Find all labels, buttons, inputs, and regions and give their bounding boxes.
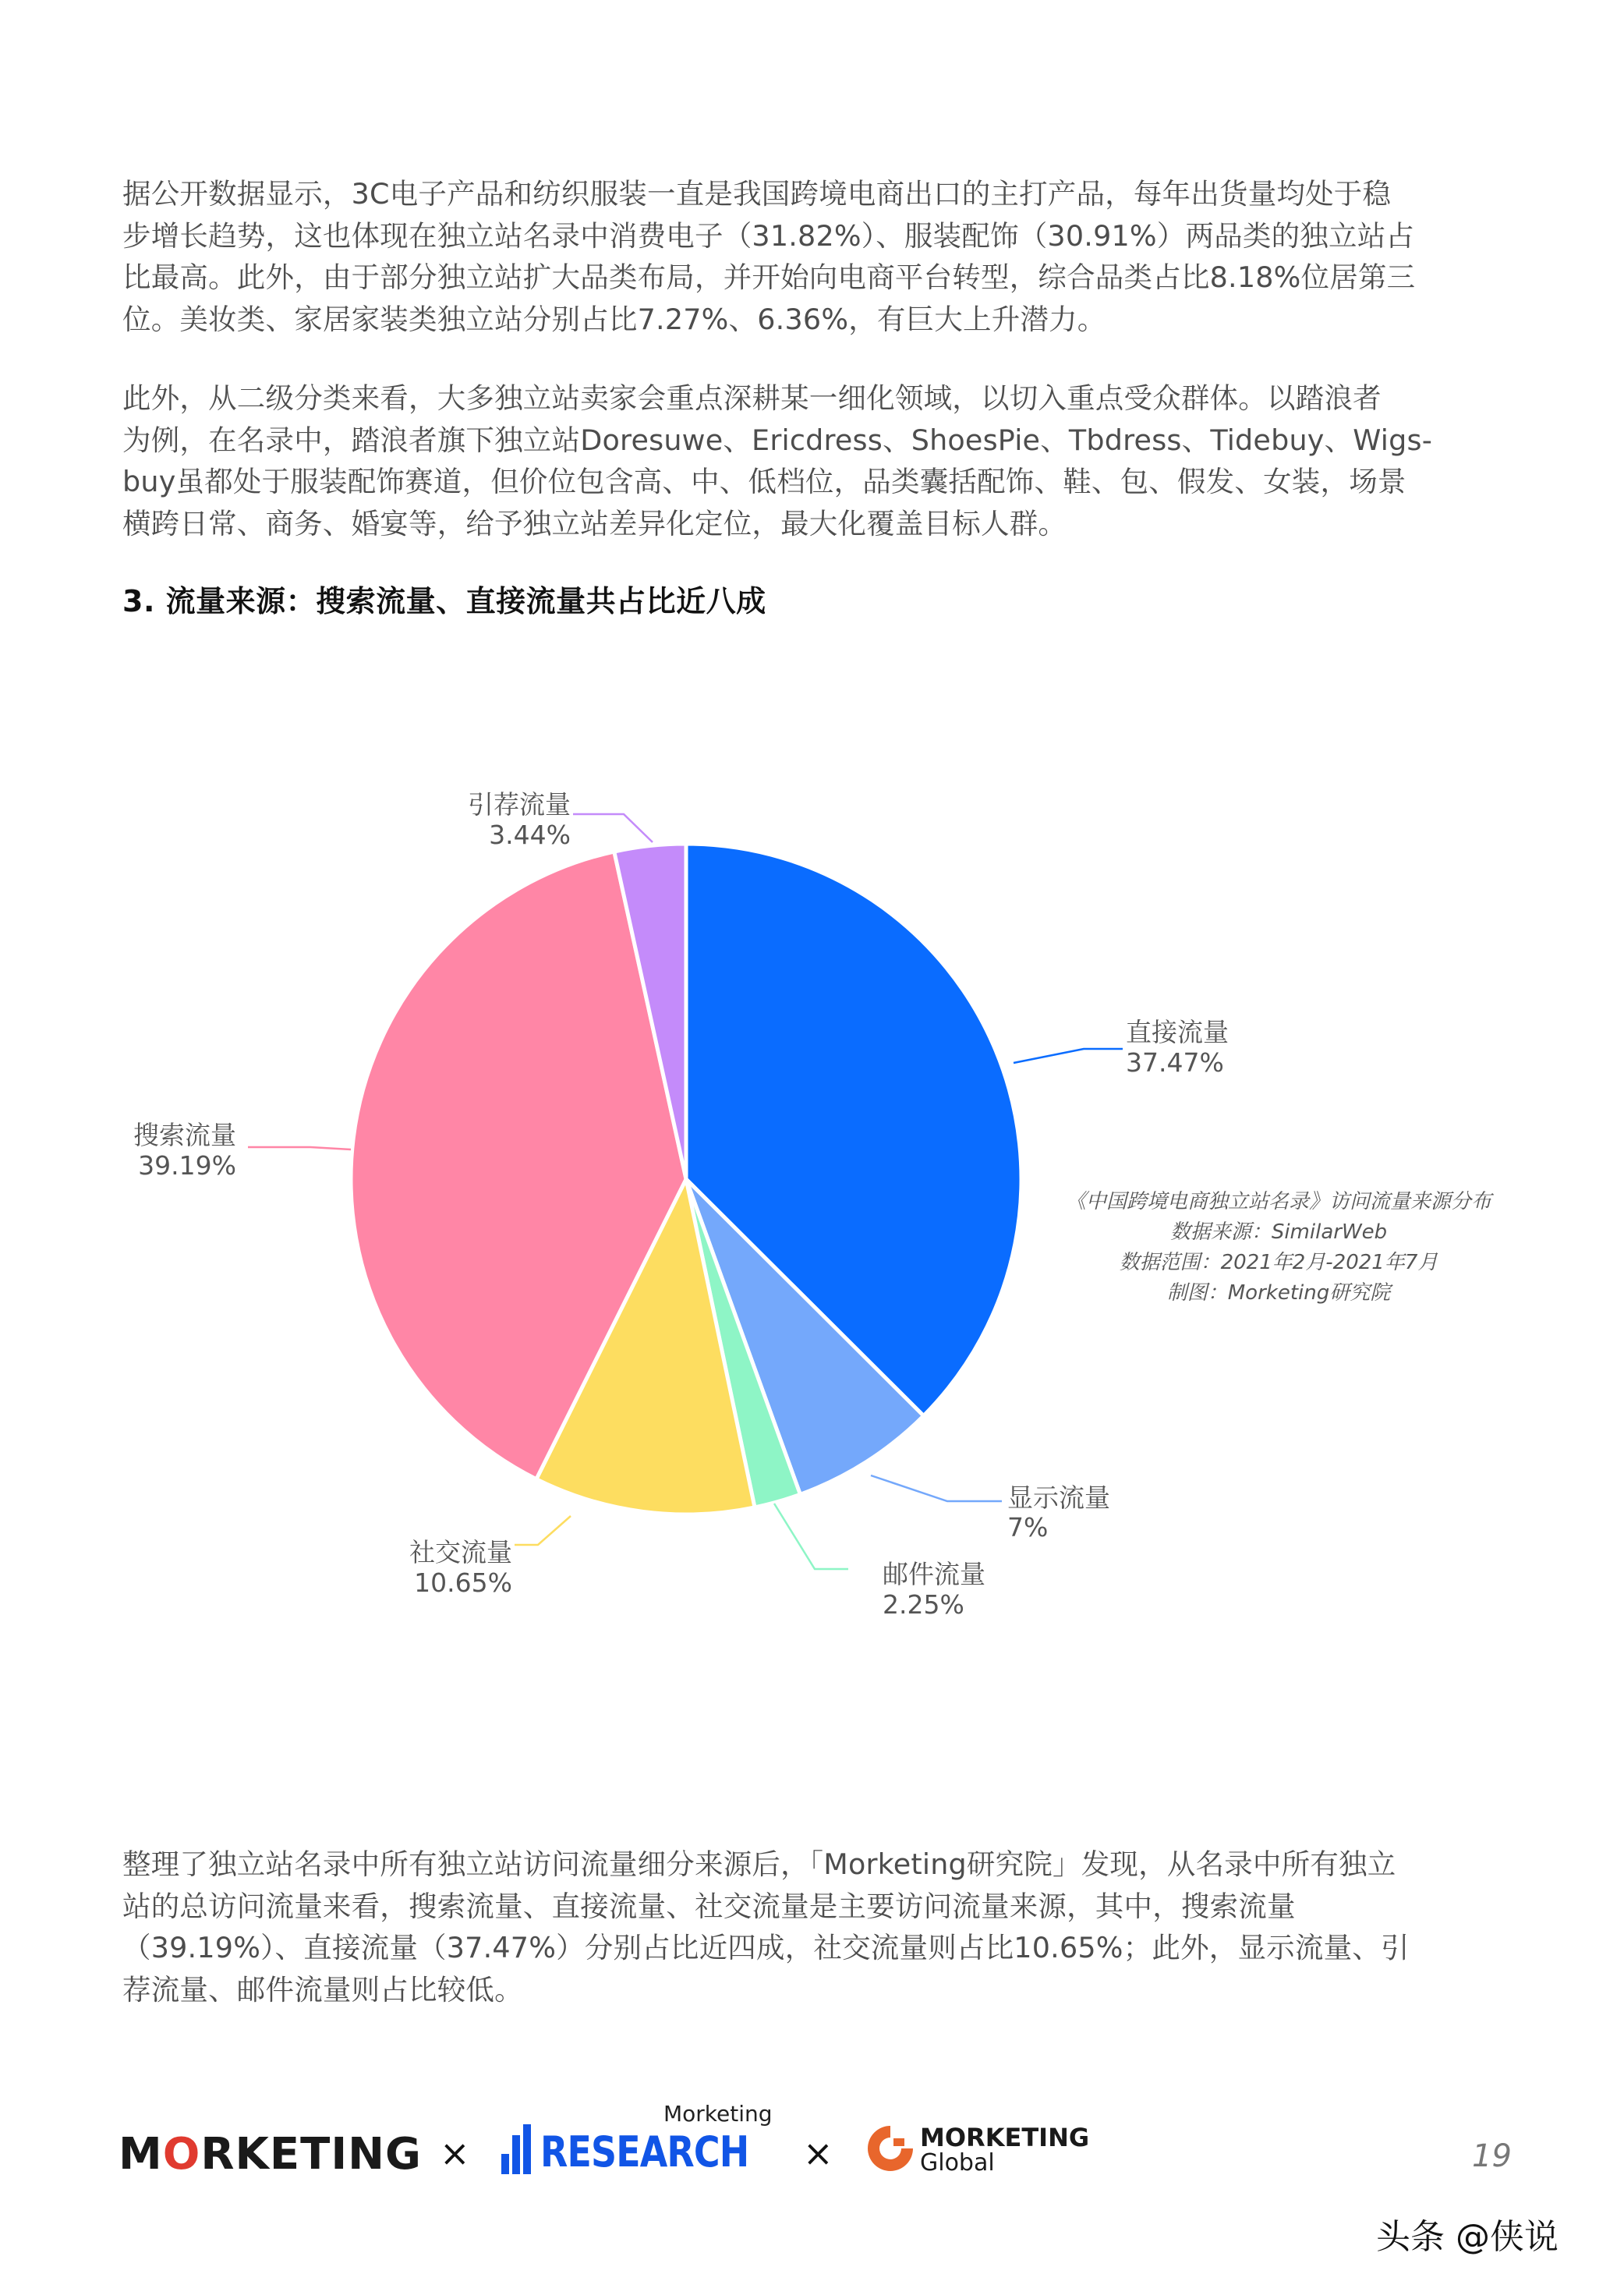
paragraph-line: 为例，在名录中，踏浪者旗下独立站Doresuwe、Ericdress、ShoesPie、Tbdress、Tidebuy、Wigs- [122,423,1433,457]
label-social-name: 社交流量 [409,1537,512,1567]
paragraph-line: 步增长趋势，这也体现在独立站名录中消费电子（31.82%）、服装配饰（30.91%）两品类的独立站占 [122,218,1415,253]
label-display-value: 7% [1007,1512,1049,1543]
label-email-value: 2.25% [883,1589,964,1620]
page-number: 19 [1472,2138,1512,2174]
paragraph-line: 位。美妆类、家居家装类独立站分别占比7.27%、6.36%，有巨大上升潜力。 [122,302,1106,336]
global-logo-icon [865,2121,915,2176]
label-direct-name: 直接流量 [1126,1017,1229,1047]
chart-title: 《中国跨境电商独立站名录》访问流量来源分布 [1065,1190,1491,1213]
label-referral-value: 3.44% [489,820,571,850]
section-heading: 3. 流量来源：搜索流量、直接流量共占比近八成 [122,584,766,618]
leader-line-display [871,1475,1002,1501]
chart-source-note [1045,1187,1513,1309]
leader-line-search [248,1147,351,1149]
label-search-name: 搜索流量 [133,1120,236,1150]
paragraph-line: 站的总访问流量来看，搜索流量、直接流量、社交流量是主要访问流量来源，其中，搜索流量 [122,1889,1296,1923]
label-social-value: 10.65% [414,1567,512,1598]
footer-logos [117,2101,1598,2199]
times-separator: × [803,2132,833,2174]
leader-line-email [774,1504,848,1569]
findings-paragraph [122,1844,1526,2010]
chart-data-source: 数据来源：SimilarWeb [1169,1220,1388,1244]
paragraph-line: 据公开数据显示，3C电子产品和纺织服装一直是我国跨境电商出口的主打产品，每年出货量均处于稳 [122,177,1392,211]
morketing-logo: MORKETING [119,2129,422,2180]
pie-slices [351,844,1021,1514]
chart-author: 制图：Morketing研究院 [1166,1281,1391,1305]
label-direct-value: 37.47% [1126,1047,1224,1078]
chart-data-range: 数据范围：2021年2月-2021年7月 [1119,1251,1438,1274]
paragraph-line: 比最高。此外，由于部分独立站扩大品类布局，并开始向电商平台转型，综合品类占比8.18%位居第三 [122,260,1416,294]
label-email-name: 邮件流量 [883,1559,985,1589]
paragraph-line: 此外，从二级分类来看，大多独立站卖家会重点深耕某一细化领域，以切入重点受众群体。以踏浪者 [122,381,1382,415]
leader-line-direct [1014,1049,1123,1063]
label-search-value: 39.19% [138,1150,236,1181]
paragraph-line: 横跨日常、商务、婚宴等，给予独立站差异化定位，最大化覆盖目标人群。 [122,506,1067,540]
paragraph-line: （39.19%）、直接流量（37.47%）分别占比近四成，社交流量则占比10.65%；此外，显示流量、引 [122,1931,1410,1964]
morketing-research-logo: Morketing RESEARCH [501,2106,891,2184]
leader-line-social [515,1516,571,1545]
paragraph-line: 荐流量、邮件流量则占比较低。 [122,1972,523,2007]
morketing-global-logo: MORKETING Global [865,2120,1123,2182]
times-separator: × [440,2132,470,2174]
watermark: 头条 @侠说 [1376,2217,1559,2257]
morketing-logo-o-icon: O [162,2129,201,2180]
paragraph-line: 整理了独立站名录中所有独立站访问流量细分来源后，「Morketing研究院」发现，从名录中所有独立 [122,1847,1396,1881]
leader-line-referral [573,814,653,842]
paragraph-line: buy虽都处于服装配饰赛道，但价位包含高、中、低档位，品类囊括配饰、鞋、包、假发、女装，场景 [122,465,1406,498]
label-display-name: 显示流量 [1007,1482,1110,1513]
label-referral-name: 引荐流量 [468,789,571,820]
